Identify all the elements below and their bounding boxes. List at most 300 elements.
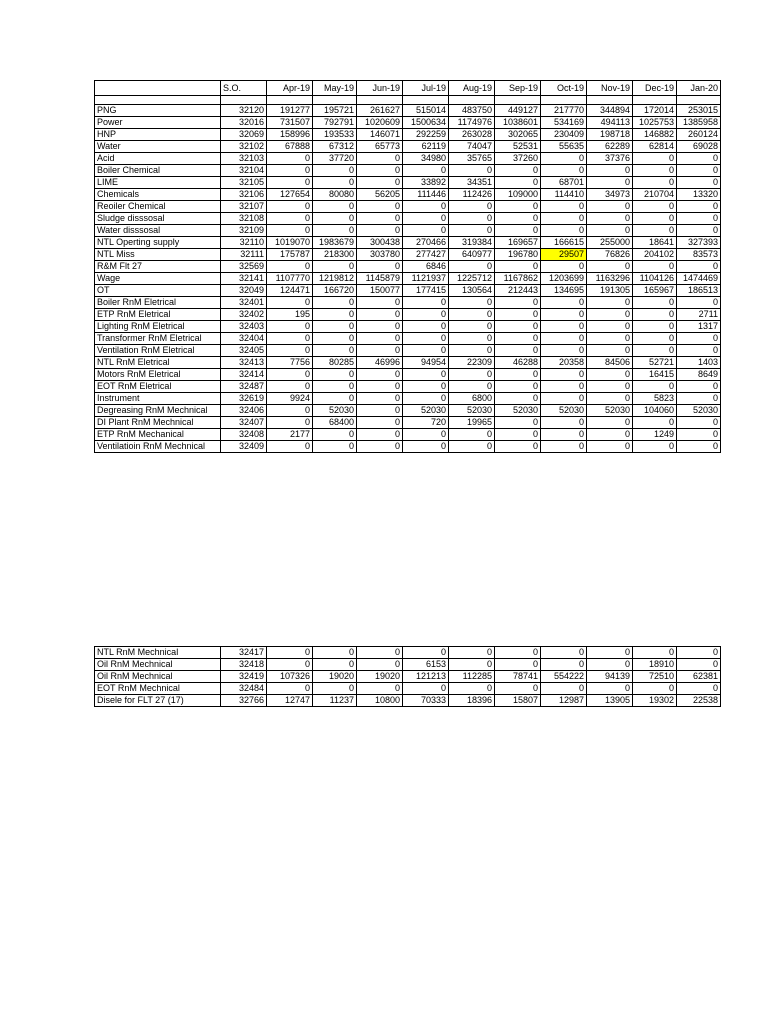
amount-cell: 33892 bbox=[403, 177, 449, 189]
amount-cell: 0 bbox=[495, 321, 541, 333]
amount-cell: 0 bbox=[449, 659, 495, 671]
row-label: Boiler RnM Eletrical bbox=[95, 297, 221, 309]
amount-cell: 0 bbox=[587, 165, 633, 177]
amount-cell: 80285 bbox=[313, 357, 357, 369]
amount-cell: 146882 bbox=[633, 129, 677, 141]
amount-cell: 640977 bbox=[449, 249, 495, 261]
table-row bbox=[95, 393, 721, 405]
amount-cell: 0 bbox=[449, 683, 495, 695]
amount-cell: 720 bbox=[403, 417, 449, 429]
amount-cell: 731507 bbox=[267, 117, 313, 129]
empty-cell bbox=[587, 96, 633, 105]
amount-cell: 0 bbox=[267, 683, 313, 695]
amount-cell: 0 bbox=[677, 201, 721, 213]
amount-cell: 1385958 bbox=[677, 117, 721, 129]
amount-cell: 52030 bbox=[587, 405, 633, 417]
expense-table-top bbox=[94, 80, 721, 453]
amount-cell: 0 bbox=[633, 321, 677, 333]
amount-cell: 127654 bbox=[267, 189, 313, 201]
amount-cell: 1107770 bbox=[267, 273, 313, 285]
amount-cell: 1121937 bbox=[403, 273, 449, 285]
so-code: 32417 bbox=[221, 647, 267, 659]
amount-cell: 0 bbox=[403, 213, 449, 225]
so-code: 32569 bbox=[221, 261, 267, 273]
row-label: EOT RnM Eletrical bbox=[95, 381, 221, 393]
amount-cell: 94954 bbox=[403, 357, 449, 369]
so-code: 32103 bbox=[221, 153, 267, 165]
amount-cell: 0 bbox=[495, 225, 541, 237]
amount-cell: 0 bbox=[633, 225, 677, 237]
so-code: 32106 bbox=[221, 189, 267, 201]
amount-cell: 0 bbox=[587, 297, 633, 309]
amount-cell: 0 bbox=[267, 441, 313, 453]
amount-cell: 1983679 bbox=[313, 237, 357, 249]
amount-cell: 0 bbox=[403, 683, 449, 695]
amount-cell: 515014 bbox=[403, 105, 449, 117]
amount-cell: 52030 bbox=[403, 405, 449, 417]
row-label: EOT RnM Mechnical bbox=[95, 683, 221, 695]
table-row bbox=[95, 357, 721, 369]
table-row bbox=[95, 237, 721, 249]
amount-cell: 0 bbox=[495, 177, 541, 189]
amount-cell: 2711 bbox=[677, 309, 721, 321]
amount-cell: 1104126 bbox=[633, 273, 677, 285]
amount-cell: 0 bbox=[633, 309, 677, 321]
amount-cell: 0 bbox=[403, 369, 449, 381]
amount-cell: 70333 bbox=[403, 695, 449, 707]
amount-cell: 0 bbox=[357, 153, 403, 165]
amount-cell: 0 bbox=[313, 345, 357, 357]
amount-cell: 0 bbox=[449, 213, 495, 225]
table-row bbox=[95, 441, 721, 453]
amount-cell: 1020609 bbox=[357, 117, 403, 129]
table-row bbox=[95, 683, 721, 695]
amount-cell: 34980 bbox=[403, 153, 449, 165]
empty-cell bbox=[95, 96, 221, 105]
table-row bbox=[95, 117, 721, 129]
so-code: 32414 bbox=[221, 369, 267, 381]
amount-cell: 1174976 bbox=[449, 117, 495, 129]
amount-cell: 0 bbox=[449, 321, 495, 333]
amount-cell: 300438 bbox=[357, 237, 403, 249]
amount-cell: 46288 bbox=[495, 357, 541, 369]
amount-cell: 69028 bbox=[677, 141, 721, 153]
table-row bbox=[95, 345, 721, 357]
amount-cell: 0 bbox=[357, 369, 403, 381]
column-header: S.O. bbox=[221, 81, 267, 96]
amount-cell: 94139 bbox=[587, 671, 633, 683]
row-label: Oil RnM Mechnical bbox=[95, 659, 221, 671]
amount-cell: 37376 bbox=[587, 153, 633, 165]
so-code: 32418 bbox=[221, 659, 267, 671]
amount-cell: 20358 bbox=[541, 357, 587, 369]
amount-cell: 191277 bbox=[267, 105, 313, 117]
so-code: 32069 bbox=[221, 129, 267, 141]
row-label: Boiler Chemical bbox=[95, 165, 221, 177]
so-code: 32419 bbox=[221, 671, 267, 683]
amount-cell: 18641 bbox=[633, 237, 677, 249]
amount-cell: 0 bbox=[449, 333, 495, 345]
amount-cell: 1167862 bbox=[495, 273, 541, 285]
amount-cell: 0 bbox=[495, 201, 541, 213]
table-row bbox=[95, 165, 721, 177]
so-code: 32766 bbox=[221, 695, 267, 707]
amount-cell: 62289 bbox=[587, 141, 633, 153]
amount-cell: 0 bbox=[633, 333, 677, 345]
amount-cell: 0 bbox=[449, 201, 495, 213]
amount-cell: 0 bbox=[357, 333, 403, 345]
amount-cell: 792791 bbox=[313, 117, 357, 129]
amount-cell: 107326 bbox=[267, 671, 313, 683]
amount-cell: 0 bbox=[677, 333, 721, 345]
amount-cell: 0 bbox=[357, 393, 403, 405]
amount-cell: 1025753 bbox=[633, 117, 677, 129]
amount-cell: 12987 bbox=[541, 695, 587, 707]
amount-cell: 10800 bbox=[357, 695, 403, 707]
so-code: 32049 bbox=[221, 285, 267, 297]
amount-cell: 16415 bbox=[633, 369, 677, 381]
amount-cell: 52030 bbox=[677, 405, 721, 417]
amount-cell: 0 bbox=[541, 309, 587, 321]
amount-cell: 134695 bbox=[541, 285, 587, 297]
amount-cell: 0 bbox=[449, 429, 495, 441]
amount-cell: 1403 bbox=[677, 357, 721, 369]
amount-cell: 6846 bbox=[403, 261, 449, 273]
table-row bbox=[95, 201, 721, 213]
amount-cell: 18396 bbox=[449, 695, 495, 707]
amount-cell: 0 bbox=[677, 345, 721, 357]
amount-cell: 0 bbox=[267, 213, 313, 225]
amount-cell: 130564 bbox=[449, 285, 495, 297]
so-code: 32105 bbox=[221, 177, 267, 189]
amount-cell: 0 bbox=[357, 345, 403, 357]
amount-cell: 0 bbox=[449, 225, 495, 237]
amount-cell: 0 bbox=[267, 417, 313, 429]
amount-cell: 0 bbox=[267, 333, 313, 345]
amount-cell: 0 bbox=[313, 381, 357, 393]
amount-cell: 9924 bbox=[267, 393, 313, 405]
row-label: NTL Miss bbox=[95, 249, 221, 261]
amount-cell: 0 bbox=[403, 321, 449, 333]
amount-cell: 0 bbox=[587, 393, 633, 405]
table-row bbox=[95, 285, 721, 297]
amount-cell: 0 bbox=[541, 153, 587, 165]
amount-cell: 19020 bbox=[357, 671, 403, 683]
row-label: Ventilation RnM Eletrical bbox=[95, 345, 221, 357]
amount-cell: 68701 bbox=[541, 177, 587, 189]
amount-cell: 175787 bbox=[267, 249, 313, 261]
row-label: Power bbox=[95, 117, 221, 129]
amount-cell: 52030 bbox=[313, 405, 357, 417]
amount-cell: 0 bbox=[313, 321, 357, 333]
row-label: OT bbox=[95, 285, 221, 297]
amount-cell: 0 bbox=[495, 369, 541, 381]
amount-cell: 34351 bbox=[449, 177, 495, 189]
amount-cell: 0 bbox=[677, 165, 721, 177]
amount-cell: 0 bbox=[587, 225, 633, 237]
column-header: Jul-19 bbox=[403, 81, 449, 96]
amount-cell: 0 bbox=[357, 441, 403, 453]
amount-cell: 0 bbox=[541, 261, 587, 273]
amount-cell: 0 bbox=[587, 429, 633, 441]
amount-cell: 0 bbox=[403, 225, 449, 237]
row-label: Chemicals bbox=[95, 189, 221, 201]
amount-cell: 1145879 bbox=[357, 273, 403, 285]
amount-cell: 0 bbox=[357, 165, 403, 177]
so-code: 32141 bbox=[221, 273, 267, 285]
amount-cell: 0 bbox=[541, 647, 587, 659]
amount-cell: 0 bbox=[313, 647, 357, 659]
amount-cell: 78741 bbox=[495, 671, 541, 683]
row-label: Water disssosal bbox=[95, 225, 221, 237]
amount-cell: 0 bbox=[449, 165, 495, 177]
row-label: Degreasing RnM Mechnical bbox=[95, 405, 221, 417]
amount-cell: 35765 bbox=[449, 153, 495, 165]
amount-cell: 0 bbox=[677, 225, 721, 237]
so-code: 32406 bbox=[221, 405, 267, 417]
amount-cell: 0 bbox=[267, 225, 313, 237]
amount-cell: 18910 bbox=[633, 659, 677, 671]
row-label: ETP RnM Eletrical bbox=[95, 309, 221, 321]
amount-cell: 0 bbox=[633, 345, 677, 357]
amount-cell: 534169 bbox=[541, 117, 587, 129]
amount-cell: 0 bbox=[313, 393, 357, 405]
amount-cell: 0 bbox=[267, 153, 313, 165]
empty-cell bbox=[677, 96, 721, 105]
amount-cell: 0 bbox=[313, 297, 357, 309]
amount-cell: 0 bbox=[541, 393, 587, 405]
amount-cell: 0 bbox=[403, 381, 449, 393]
table-row bbox=[95, 153, 721, 165]
amount-cell: 0 bbox=[677, 153, 721, 165]
amount-cell: 0 bbox=[587, 213, 633, 225]
amount-cell: 0 bbox=[403, 393, 449, 405]
row-label: NTL RnM Eletrical bbox=[95, 357, 221, 369]
amount-cell: 8649 bbox=[677, 369, 721, 381]
amount-cell: 449127 bbox=[495, 105, 541, 117]
table-row bbox=[95, 647, 721, 659]
amount-cell: 210704 bbox=[633, 189, 677, 201]
amount-cell: 303780 bbox=[357, 249, 403, 261]
so-code: 32109 bbox=[221, 225, 267, 237]
table-row bbox=[95, 381, 721, 393]
amount-cell: 0 bbox=[403, 297, 449, 309]
amount-cell: 0 bbox=[633, 165, 677, 177]
amount-cell: 0 bbox=[541, 213, 587, 225]
amount-cell: 165967 bbox=[633, 285, 677, 297]
amount-cell: 0 bbox=[587, 683, 633, 695]
amount-cell: 0 bbox=[313, 659, 357, 671]
amount-cell: 0 bbox=[357, 201, 403, 213]
empty-cell bbox=[357, 96, 403, 105]
amount-cell: 270466 bbox=[403, 237, 449, 249]
amount-cell: 1474469 bbox=[677, 273, 721, 285]
amount-cell: 52721 bbox=[633, 357, 677, 369]
amount-cell: 494113 bbox=[587, 117, 633, 129]
so-code: 32407 bbox=[221, 417, 267, 429]
amount-cell: 0 bbox=[587, 333, 633, 345]
table-row bbox=[95, 405, 721, 417]
amount-cell: 76826 bbox=[587, 249, 633, 261]
amount-cell: 319384 bbox=[449, 237, 495, 249]
table-row bbox=[95, 189, 721, 201]
amount-cell: 0 bbox=[587, 417, 633, 429]
so-code: 32402 bbox=[221, 309, 267, 321]
amount-cell: 0 bbox=[267, 369, 313, 381]
amount-cell: 0 bbox=[357, 417, 403, 429]
amount-cell: 2177 bbox=[267, 429, 313, 441]
amount-cell: 0 bbox=[449, 369, 495, 381]
amount-cell: 0 bbox=[357, 309, 403, 321]
amount-cell: 0 bbox=[495, 393, 541, 405]
amount-cell: 62119 bbox=[403, 141, 449, 153]
amount-cell: 0 bbox=[587, 345, 633, 357]
column-header: Aug-19 bbox=[449, 81, 495, 96]
amount-cell: 186513 bbox=[677, 285, 721, 297]
amount-cell: 67312 bbox=[313, 141, 357, 153]
table-row bbox=[95, 261, 721, 273]
column-header: Sep-19 bbox=[495, 81, 541, 96]
amount-cell: 0 bbox=[633, 417, 677, 429]
amount-cell: 177415 bbox=[403, 285, 449, 297]
amount-cell: 0 bbox=[633, 297, 677, 309]
amount-cell: 1225712 bbox=[449, 273, 495, 285]
amount-cell: 150077 bbox=[357, 285, 403, 297]
amount-cell: 196780 bbox=[495, 249, 541, 261]
amount-cell: 0 bbox=[587, 369, 633, 381]
amount-cell: 19965 bbox=[449, 417, 495, 429]
amount-cell: 0 bbox=[495, 647, 541, 659]
amount-cell: 84506 bbox=[587, 357, 633, 369]
amount-cell: 166720 bbox=[313, 285, 357, 297]
amount-cell: 0 bbox=[357, 321, 403, 333]
amount-cell: 1163296 bbox=[587, 273, 633, 285]
amount-cell: 0 bbox=[313, 225, 357, 237]
table-row bbox=[95, 177, 721, 189]
amount-cell: 80080 bbox=[313, 189, 357, 201]
amount-cell: 0 bbox=[449, 297, 495, 309]
empty-cell bbox=[267, 96, 313, 105]
amount-cell: 0 bbox=[403, 333, 449, 345]
amount-cell: 7756 bbox=[267, 357, 313, 369]
amount-cell: 0 bbox=[313, 683, 357, 695]
amount-cell: 0 bbox=[449, 309, 495, 321]
amount-cell: 0 bbox=[267, 177, 313, 189]
amount-cell: 114410 bbox=[541, 189, 587, 201]
amount-cell: 0 bbox=[267, 165, 313, 177]
amount-cell: 112426 bbox=[449, 189, 495, 201]
row-label: Motors RnM Eletrical bbox=[95, 369, 221, 381]
amount-cell: 13905 bbox=[587, 695, 633, 707]
column-header: May-19 bbox=[313, 81, 357, 96]
table-row bbox=[95, 369, 721, 381]
amount-cell: 0 bbox=[267, 261, 313, 273]
amount-cell: 230409 bbox=[541, 129, 587, 141]
amount-cell: 6800 bbox=[449, 393, 495, 405]
amount-cell: 0 bbox=[677, 177, 721, 189]
amount-cell: 46996 bbox=[357, 357, 403, 369]
amount-cell: 0 bbox=[267, 381, 313, 393]
empty-cell bbox=[633, 96, 677, 105]
row-label: PNG bbox=[95, 105, 221, 117]
amount-cell: 0 bbox=[541, 441, 587, 453]
amount-cell: 204102 bbox=[633, 249, 677, 261]
row-label: ETP RnM Mechanical bbox=[95, 429, 221, 441]
amount-cell: 62814 bbox=[633, 141, 677, 153]
row-label: Water bbox=[95, 141, 221, 153]
amount-cell: 0 bbox=[267, 659, 313, 671]
amount-cell: 0 bbox=[495, 659, 541, 671]
amount-cell: 0 bbox=[267, 297, 313, 309]
table-row bbox=[95, 297, 721, 309]
amount-cell: 0 bbox=[541, 297, 587, 309]
amount-cell: 74047 bbox=[449, 141, 495, 153]
amount-cell: 0 bbox=[495, 297, 541, 309]
amount-cell: 0 bbox=[267, 405, 313, 417]
so-code: 32111 bbox=[221, 249, 267, 261]
amount-cell: 172014 bbox=[633, 105, 677, 117]
header-row bbox=[95, 81, 721, 96]
amount-cell: 0 bbox=[449, 345, 495, 357]
amount-cell: 0 bbox=[541, 345, 587, 357]
amount-cell: 65773 bbox=[357, 141, 403, 153]
so-code: 32107 bbox=[221, 201, 267, 213]
row-label: Sludge disssosal bbox=[95, 213, 221, 225]
amount-cell: 0 bbox=[633, 381, 677, 393]
row-label: DI Plant RnM Mechnical bbox=[95, 417, 221, 429]
so-code: 32413 bbox=[221, 357, 267, 369]
amount-cell: 0 bbox=[403, 201, 449, 213]
table-row bbox=[95, 321, 721, 333]
amount-cell: 0 bbox=[495, 261, 541, 273]
amount-cell: 0 bbox=[495, 381, 541, 393]
amount-cell: 68400 bbox=[313, 417, 357, 429]
amount-cell: 52030 bbox=[495, 405, 541, 417]
amount-cell: 0 bbox=[541, 165, 587, 177]
amount-cell: 0 bbox=[495, 333, 541, 345]
amount-cell: 0 bbox=[541, 201, 587, 213]
amount-cell: 0 bbox=[677, 429, 721, 441]
amount-cell: 191305 bbox=[587, 285, 633, 297]
amount-cell: 0 bbox=[313, 261, 357, 273]
amount-cell: 0 bbox=[633, 441, 677, 453]
amount-cell: 15807 bbox=[495, 695, 541, 707]
column-header: Oct-19 bbox=[541, 81, 587, 96]
amount-cell: 0 bbox=[587, 261, 633, 273]
amount-cell: 0 bbox=[633, 213, 677, 225]
amount-cell: 83573 bbox=[677, 249, 721, 261]
amount-cell: 13320 bbox=[677, 189, 721, 201]
amount-cell: 0 bbox=[541, 683, 587, 695]
amount-cell: 1500634 bbox=[403, 117, 449, 129]
row-label: LIME bbox=[95, 177, 221, 189]
amount-cell: 1203699 bbox=[541, 273, 587, 285]
highlighted-cell: 29507 bbox=[541, 249, 587, 261]
empty-cell bbox=[449, 96, 495, 105]
amount-cell: 0 bbox=[495, 345, 541, 357]
row-label: Instrument bbox=[95, 393, 221, 405]
amount-cell: 67888 bbox=[267, 141, 313, 153]
amount-cell: 0 bbox=[677, 647, 721, 659]
amount-cell: 0 bbox=[541, 381, 587, 393]
amount-cell: 124471 bbox=[267, 285, 313, 297]
amount-cell: 0 bbox=[677, 381, 721, 393]
amount-cell: 0 bbox=[403, 309, 449, 321]
column-header: Apr-19 bbox=[267, 81, 313, 96]
amount-cell: 198718 bbox=[587, 129, 633, 141]
amount-cell: 37720 bbox=[313, 153, 357, 165]
amount-cell: 0 bbox=[633, 683, 677, 695]
